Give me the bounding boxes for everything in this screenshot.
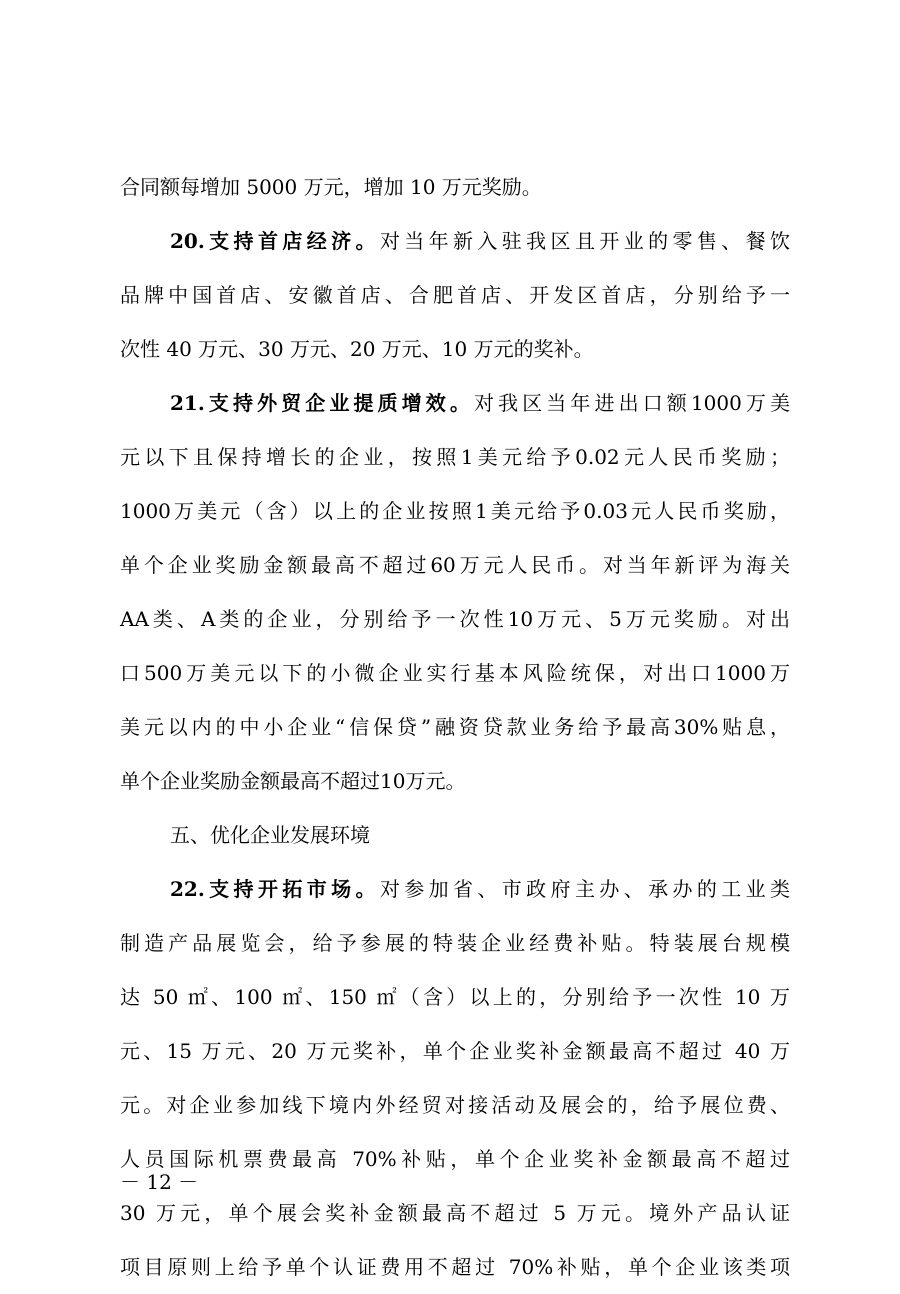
text-line: 元。对企业参加线下境内外经贸对接活动及展会的，给予展位费、 bbox=[120, 1093, 790, 1117]
text-line: 美元以内的中小企业“信保贷”融资贷款业务给予最高30%贴息， bbox=[120, 715, 790, 739]
section-title: 五、优化企业发展环境 bbox=[170, 823, 370, 847]
text-line: 人员国际机票费最高 70%补贴，单个企业奖补金额最高不超过 bbox=[120, 1147, 790, 1171]
text-segment: 对我区当年进出口额1000万美 bbox=[474, 391, 790, 415]
text-line: 制造产品展览会，给予参展的特装企业经费补贴。特装展台规模 bbox=[120, 931, 790, 955]
text-line: 30 万元，单个展会奖补金额最高不超过 5 万元。境外产品认证 bbox=[120, 1201, 790, 1225]
text-line: 单个企业奖励金额最高不超过60万元人民币。对当年新评为海关 bbox=[120, 553, 790, 577]
text-line: 元以下且保持增长的企业，按照1美元给予0.02元人民币奖励； bbox=[120, 445, 790, 469]
text-line: 1000万美元（含）以上的企业按照1美元给予0.03元人民币奖励， bbox=[120, 499, 790, 523]
text-line bbox=[120, 214, 790, 268]
page-number: － 12 － bbox=[120, 1170, 199, 1194]
document-body bbox=[120, 160, 790, 1294]
paragraph-item-22 bbox=[120, 862, 790, 1294]
item-heading: 21.支持外贸企业提质增效。 bbox=[170, 391, 474, 415]
paragraph-item-21 bbox=[120, 376, 790, 808]
text-line: 单个企业奖励金额最高不超过10万元。 bbox=[120, 769, 466, 793]
text-line: 达 50 ㎡、100 ㎡、150 ㎡（含）以上的，分别给予一次性 10 万 bbox=[120, 985, 790, 1009]
paragraph-item-20 bbox=[120, 214, 790, 376]
text-line: 次性 40 万元、30 万元、20 万元、10 万元的奖补。 bbox=[120, 337, 594, 361]
item-heading: 22.支持开拓市场。 bbox=[170, 877, 380, 901]
text-line bbox=[120, 862, 790, 916]
text-line: 品牌中国首店、安徽首店、合肥首店、开发区首店，分别给予一 bbox=[120, 283, 790, 307]
text-segment: 对当年新入驻我区且开业的零售、餐饮 bbox=[379, 229, 791, 253]
text-line bbox=[120, 376, 790, 430]
text-line: AA类、A类的企业，分别给予一次性10万元、5万元奖励。对出 bbox=[120, 607, 790, 631]
text-line: 口500万美元以下的小微企业实行基本风险统保，对出口1000万 bbox=[120, 661, 790, 685]
text-line: 项目原则上给予单个认证费用不超过 70%补贴，单个企业该类项 bbox=[120, 1255, 790, 1279]
text-line: 合同额每增加 5000 万元，增加 10 万元奖励。 bbox=[120, 175, 542, 199]
text-segment: 对参加省、市政府主办、承办的工业类 bbox=[379, 877, 791, 901]
section-heading bbox=[120, 808, 790, 862]
paragraph-continuation bbox=[120, 160, 790, 214]
text-line: 元、15 万元、20 万元奖补，单个企业奖补金额最高不超过 40 万 bbox=[120, 1039, 790, 1063]
item-heading: 20.支持首店经济。 bbox=[170, 229, 380, 253]
